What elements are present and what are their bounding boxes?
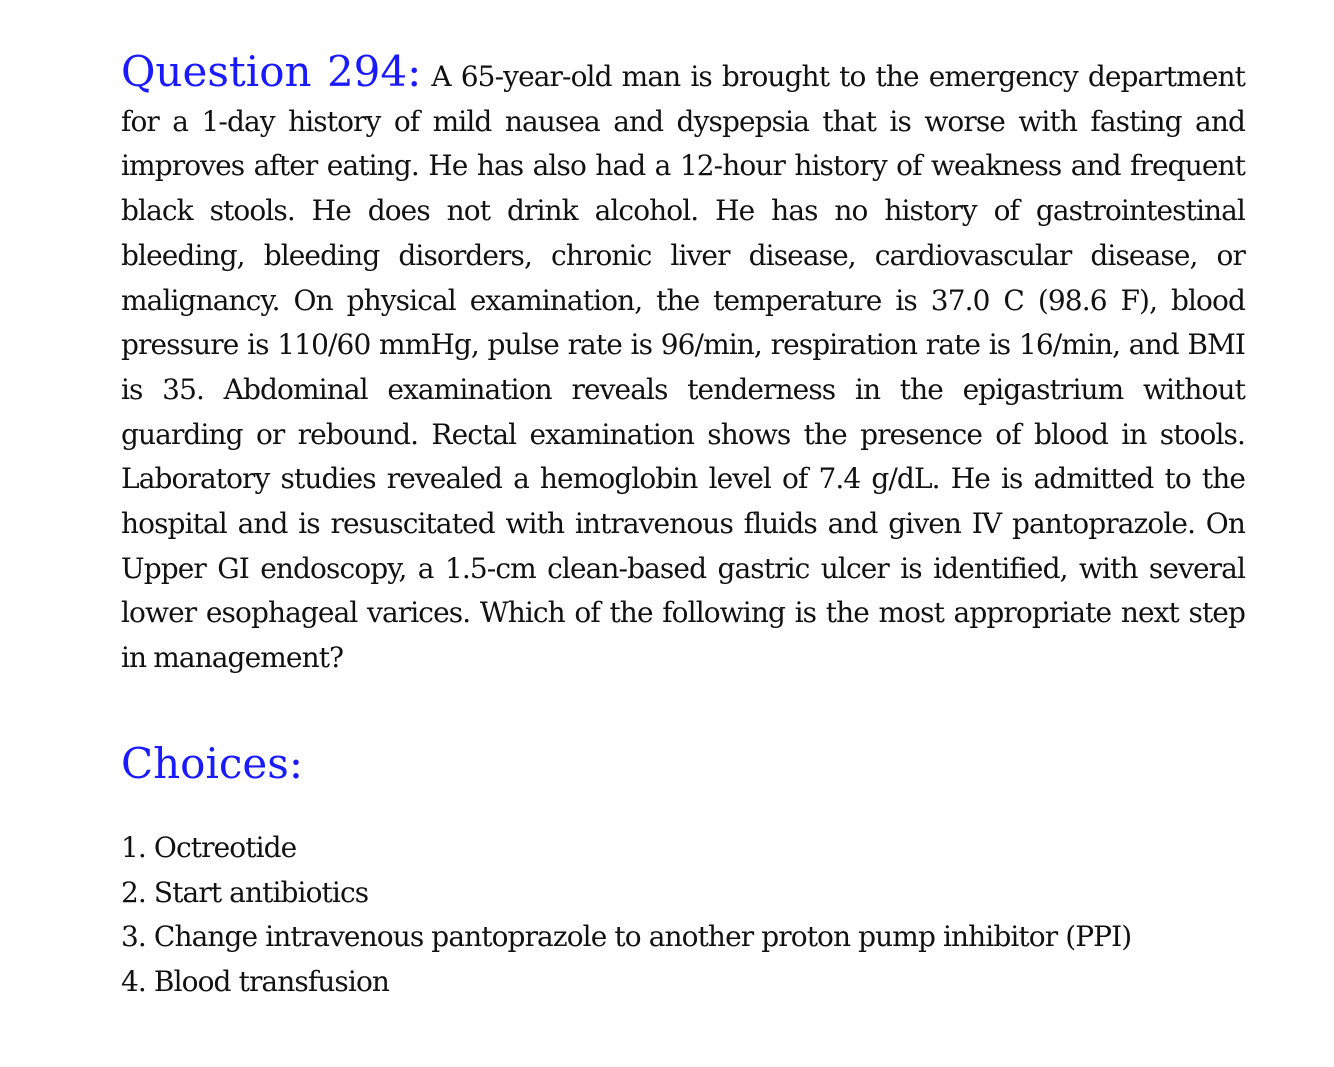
choice-item: 3. Change intravenous pantoprazole to another proton pump inhibitor (PPI) (121, 920, 1132, 954)
choices-list (121, 826, 1245, 1005)
choice-item: 4. Blood transfusion (121, 964, 390, 998)
question-block (121, 47, 1245, 681)
question-label: Question 294: (121, 47, 422, 96)
choice-item: 2. Start antibiotics (121, 875, 369, 909)
question-page (121, 47, 1245, 1005)
question-text: A 65-year-old man is brought to the emergency department for a 1-day history of mild nausea and dyspepsia that is worse with fasting and improves after eating. He has also had a 12-hour history of weakness and frequent black stools. He does not drink alcohol. He has no history of gastrointestinal bleeding, bleeding disorders, chronic liver disease, cardiovascular disease, or malignancy. On physical examination, the temperature is 37.0 C (98.6 F), blood pressure is 110/60 mmHg, pulse rate is 96/min, respiration rate is 16/min, and BMI is 35. Abdominal examination reveals tenderness in the epigastrium without guarding or rebound. Rectal examination shows the presence of blood in stools. Laboratory studies revealed a hemoglobin level of 7.4 g/dL. He is admitted to the hospital and is resuscitated with intravenous fluids and given IV pantoprazole. On Upper GI endoscopy, a 1.5-cm clean-based gastric ulcer is identified, with several lower esophageal varices. Which of the following is the most appropriate next step in management? (121, 60, 1245, 675)
choices-heading: Choices: (121, 738, 303, 788)
choice-item: 1. Octreotide (121, 830, 297, 864)
